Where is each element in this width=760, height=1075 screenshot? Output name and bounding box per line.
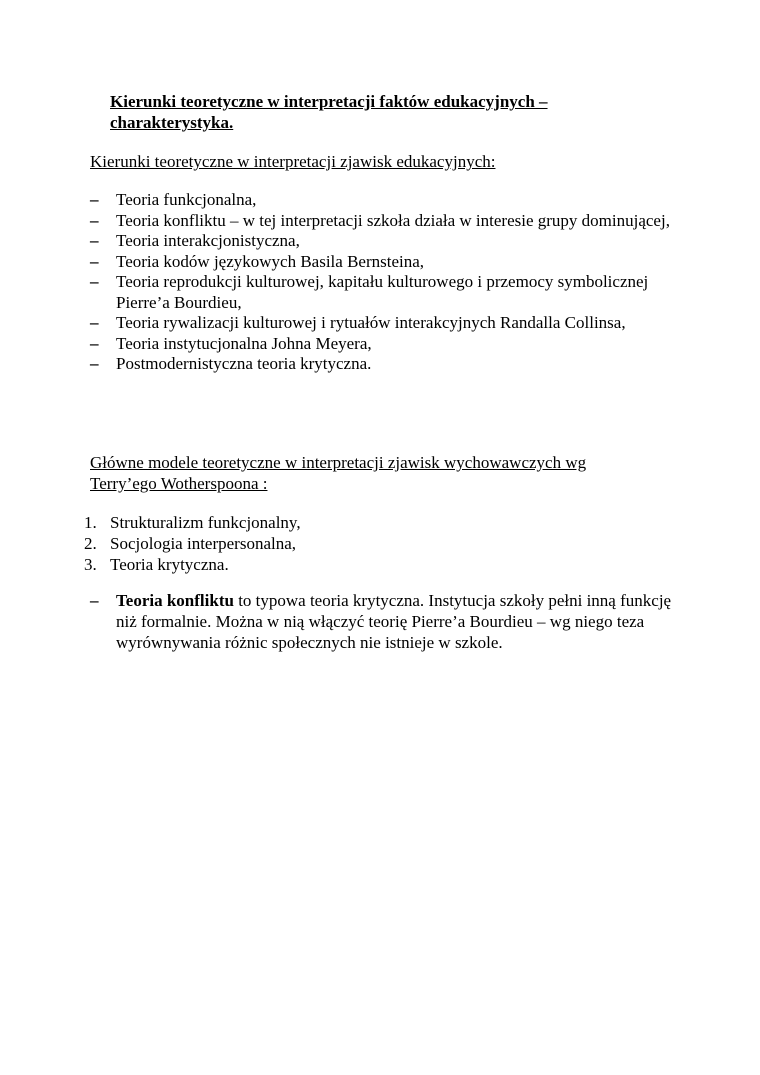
- list-item: [84, 512, 644, 533]
- list-item-text: Teoria konfliktu – w tej interpretacji szkoła działa w interesie grupy dominującej,: [116, 210, 670, 230]
- bold-term: Teoria konfliktu: [116, 591, 234, 610]
- list-item-text: Teoria kodów językowych Basila Bernsteina,: [116, 251, 425, 271]
- document-title: [110, 91, 630, 133]
- dash-marker: –: [90, 190, 99, 209]
- title-line-1: Kierunki teoretyczne w interpretacji faktów edukacyjnych –: [110, 92, 548, 111]
- list-item-text: Teoria instytucjonalna Johna Meyera,: [116, 333, 372, 353]
- list-item-text: Teoria krytyczna.: [110, 555, 229, 574]
- dash-marker: –: [90, 210, 99, 230]
- list-item-text: Strukturalizm funkcjonalny,: [110, 513, 301, 532]
- dash-marker: –: [90, 591, 99, 610]
- list-item-text: Teoria interakcjonistyczna,: [116, 231, 300, 250]
- title-line-2: charakterystyka.: [110, 113, 234, 132]
- dash-marker: –: [90, 272, 99, 291]
- note-text: to typowa teoria krytyczna. Instytucja szkoły pełni inną funkcję niż formalnie. Można w nią włączyć teorię Pierre’a Bourdieu – wg niego teza wyrównywania różnic społecznych nie istnieje w szkole.: [116, 591, 672, 652]
- list-item: [90, 334, 680, 355]
- models-list: [84, 512, 644, 575]
- list-number: 1.: [84, 513, 97, 532]
- list-item-text: Teoria rywalizacji kulturowej i rytuałów interakcyjnych Randalla Collinsa,: [116, 313, 626, 332]
- list-item: [84, 554, 644, 575]
- models-heading-line-2: Terry’ego Wotherspoona :: [90, 474, 268, 493]
- dash-marker: –: [90, 231, 99, 250]
- models-heading-line-1: Główne modele teoretyczne w interpretacji zjawisk wychowawczych wg: [90, 453, 587, 472]
- list-item: [90, 190, 680, 211]
- list-item: [84, 533, 644, 554]
- conflict-theory-note: [90, 590, 680, 653]
- list-item: [90, 211, 680, 232]
- list-item: [90, 272, 680, 313]
- section-heading-educational: Kierunki teoretyczne w interpretacji zjawisk edukacyjnych:: [90, 152, 496, 171]
- dash-marker: –: [90, 354, 99, 373]
- dash-marker: –: [90, 333, 99, 353]
- dash-marker: –: [90, 313, 99, 332]
- list-item: [90, 231, 680, 252]
- list-item-text: Socjologia interpersonalna,: [110, 534, 297, 553]
- dash-marker: –: [90, 251, 99, 271]
- list-item-text: Teoria reprodukcji kulturowej, kapitału kulturowego i przemocy symbolicznej Pierre’a Bourdieu,: [116, 272, 649, 312]
- list-item: [90, 590, 680, 653]
- section-heading-models: [90, 452, 650, 494]
- list-item-text: Postmodernistyczna teoria krytyczna.: [116, 354, 372, 373]
- list-item-text: Teoria funkcjonalna,: [116, 190, 257, 209]
- list-number: 3.: [84, 555, 97, 574]
- theories-list: [90, 190, 680, 375]
- list-item: [90, 354, 680, 375]
- list-item: [90, 252, 680, 273]
- list-number: 2.: [84, 534, 97, 553]
- list-item: [90, 313, 680, 334]
